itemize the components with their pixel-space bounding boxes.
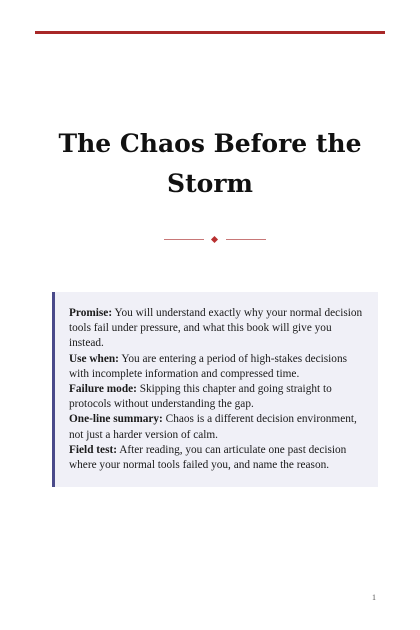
callout-text: You are entering a period of high-stakes decisions with incomplete information and compressed time. bbox=[69, 352, 347, 380]
callout-item-failure-mode bbox=[69, 382, 366, 412]
callout-label: Field test: bbox=[69, 443, 117, 456]
callout-label: Use when: bbox=[69, 352, 119, 365]
callout-text: Chaos is a different decision environment, not just a harder version of calm. bbox=[69, 413, 357, 441]
chapter-summary-callout bbox=[52, 292, 378, 487]
diamond-icon bbox=[211, 236, 218, 243]
callout-label: One-line summary: bbox=[69, 413, 163, 426]
ornament-line-left bbox=[164, 239, 204, 240]
callout-text: Skipping this chapter and going straight to protocols without understanding the gap. bbox=[69, 383, 332, 411]
callout-label: Promise: bbox=[69, 307, 113, 319]
callout-item-summary bbox=[69, 412, 366, 442]
callout-item-field-test bbox=[69, 443, 366, 473]
callout-label: Failure mode: bbox=[69, 383, 137, 396]
callout-text: After reading, you can articulate one past decision where your normal tools failed you, and name the reason. bbox=[69, 443, 347, 472]
top-rule bbox=[35, 31, 385, 34]
section-ornament bbox=[164, 234, 266, 246]
chapter-title: The Chaos Before the Storm bbox=[58, 129, 362, 198]
page-number: 1 bbox=[372, 593, 376, 602]
ornament-line-right bbox=[226, 239, 266, 240]
callout-item-use-when bbox=[69, 352, 366, 382]
callout-text: You will understand exactly why your normal decision tools fail under pressure, and what this book will give you instead. bbox=[69, 307, 363, 350]
callout-item-promise bbox=[69, 306, 366, 352]
